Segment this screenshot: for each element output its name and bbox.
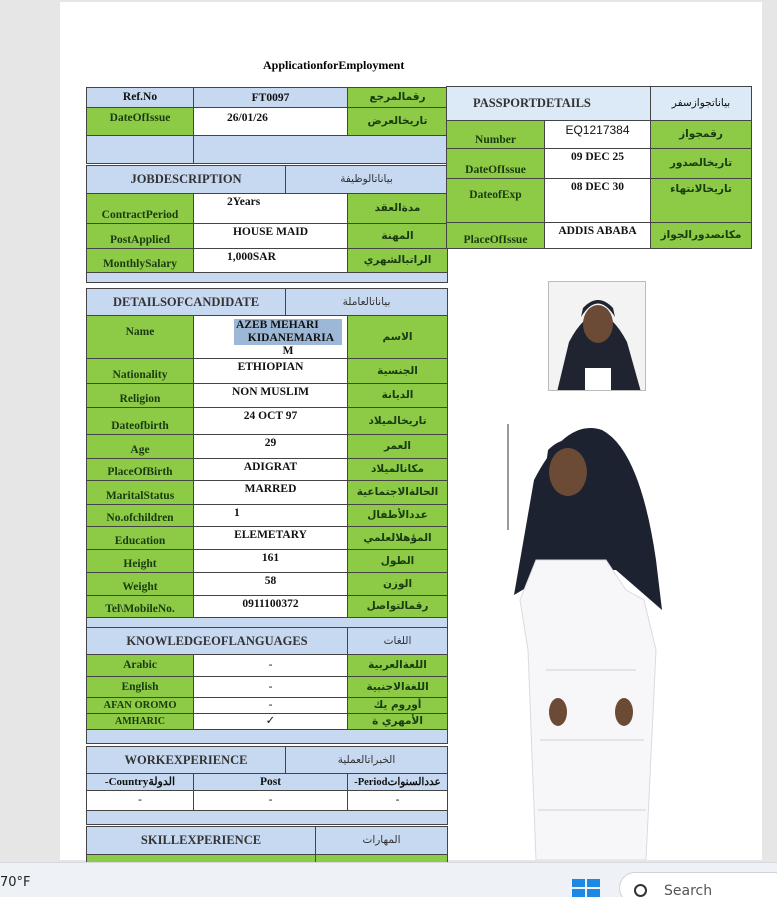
spacer-cell	[87, 273, 448, 283]
languages-table	[86, 627, 448, 744]
weather-temperature[interactable]: 70°F	[0, 875, 31, 890]
religion-label: Religion	[87, 384, 194, 408]
reference-table	[86, 87, 448, 164]
lang-oromo-ar: أوروم يك	[348, 698, 448, 714]
marital-value: MARRED	[194, 481, 348, 505]
work-header-ar: الخبراتالعملية	[286, 747, 448, 774]
skill-table	[86, 826, 448, 863]
portrait-photo	[548, 281, 646, 391]
name-ar: الاسم	[348, 316, 448, 359]
work-col-country: -Countryالدولة	[87, 774, 194, 791]
ref-value: FT0097	[194, 88, 348, 108]
weight-label: Weight	[87, 573, 194, 596]
work-post-value: -	[194, 791, 348, 811]
name-line2: KIDANEMARIA	[234, 332, 342, 345]
weight-value: 58	[194, 573, 348, 596]
children-label: No.ofchildren	[87, 505, 194, 527]
religion-ar: الديانة	[348, 384, 448, 408]
work-col-post: Post	[194, 774, 348, 791]
dob-value: 24 OCT 97	[194, 408, 348, 435]
height-ar: الطول	[348, 550, 448, 573]
nationality-label: Nationality	[87, 359, 194, 384]
passport-place-value: ADDIS ABABA	[545, 223, 651, 249]
passport-number-ar: رقمجواز	[651, 121, 752, 149]
ref-ar: رقمالمرجع	[348, 88, 448, 108]
full-body-photo	[506, 420, 672, 860]
passport-exp-label: DateofExp	[447, 179, 545, 223]
pob-ar: مكانالميلاد	[348, 459, 448, 481]
contract-label: ContractPeriod	[87, 194, 194, 224]
marital-ar: الحالةالاجتماعية	[348, 481, 448, 505]
passport-exp-ar: تاريخالانتهاء	[651, 179, 752, 223]
passport-issue-ar: تاريخالصدور	[651, 149, 752, 179]
passport-exp-value: 08 DEC 30	[545, 179, 651, 223]
doi-ar: تاريخالعرض	[348, 108, 448, 136]
work-period-value: -	[348, 791, 448, 811]
lang-english-label: English	[87, 677, 194, 698]
work-experience-table	[86, 746, 448, 825]
windows-start-icon[interactable]	[572, 879, 600, 897]
candidate-header-ar: بياناتالعاملة	[286, 289, 448, 316]
job-header-ar: بياناتالوظيفة	[286, 166, 448, 194]
lang-amharic-label: AMHARIC	[87, 714, 194, 730]
name-line1: AZEB MEHARI	[234, 319, 342, 332]
lang-arabic-label: Arabic	[87, 655, 194, 677]
spacer-cell	[87, 136, 194, 164]
spacer-cell	[194, 136, 448, 164]
candidate-table	[86, 288, 448, 632]
passport-number-value: EQ1217384	[545, 121, 651, 149]
taskbar-search-input[interactable]: Search	[619, 872, 777, 897]
height-value: 161	[194, 550, 348, 573]
passport-table	[446, 86, 752, 249]
lang-oromo-value: -	[194, 698, 348, 714]
tel-ar: رقمالتواصل	[348, 596, 448, 618]
children-ar: عددالأطفال	[348, 505, 448, 527]
nationality-ar: الجنسية	[348, 359, 448, 384]
dob-ar: تاريخالميلاد	[348, 408, 448, 435]
education-label: Education	[87, 527, 194, 550]
post-ar: المهنة	[348, 224, 448, 249]
ref-label: Ref.No	[87, 88, 194, 108]
passport-place-label: PlaceOfIssue	[447, 223, 545, 249]
work-header: WORKEXPERIENCE	[87, 747, 286, 774]
job-header: JOBDESCRIPTION	[87, 166, 286, 194]
skill-header-ar: المهارات	[316, 827, 448, 855]
nationality-value: ETHIOPIAN	[194, 359, 348, 384]
spacer-cell	[87, 730, 448, 744]
age-value: 29	[194, 435, 348, 459]
doi-value: 26/01/26	[194, 108, 348, 136]
spacer-cell	[87, 811, 448, 825]
contract-ar: مدةالعقد	[348, 194, 448, 224]
education-ar: المؤهلالعلمي	[348, 527, 448, 550]
lang-arabic-ar: اللغةالعربية	[348, 655, 448, 677]
weight-ar: الوزن	[348, 573, 448, 596]
tel-label: Tel\MobileNo.	[87, 596, 194, 618]
lang-amharic-ar: الأمهري ة	[348, 714, 448, 730]
pob-value: ADIGRAT	[194, 459, 348, 481]
height-label: Height	[87, 550, 194, 573]
post-label: PostApplied	[87, 224, 194, 249]
children-value: 1	[194, 505, 348, 527]
education-value: ELEMETARY	[194, 527, 348, 550]
lang-amharic-value: ✓	[194, 714, 348, 730]
job-description-table	[86, 165, 448, 283]
work-col-period: -Periodعددالسنوات	[348, 774, 448, 791]
lang-english-ar: اللغةالاجنبية	[348, 677, 448, 698]
salary-ar: الراتبالشهري	[348, 249, 448, 273]
passport-header-ar: بياناتجوازسفر	[651, 87, 752, 121]
age-ar: العمر	[348, 435, 448, 459]
doi-label: DateOfIssue	[87, 108, 194, 136]
salary-label: MonthlySalary	[87, 249, 194, 273]
post-value: HOUSE MAID	[194, 224, 348, 249]
passport-number-label: Number	[447, 121, 545, 149]
passport-header: PASSPORTDETAILS	[447, 87, 651, 121]
document-title: ApplicationforEmployment	[263, 58, 405, 72]
work-country-value: -	[87, 791, 194, 811]
languages-header: KNOWLEDGEOFLANGUAGES	[87, 628, 348, 655]
name-label: Name	[87, 316, 194, 359]
lang-oromo-label: AFAN OROMO	[87, 698, 194, 714]
passport-issue-label: DateOfIssue	[447, 149, 545, 179]
salary-value: 1,000SAR	[194, 249, 348, 273]
contract-value: 2Years	[194, 194, 348, 224]
dob-label: Dateofbirth	[87, 408, 194, 435]
passport-issue-value: 09 DEC 25	[545, 149, 651, 179]
name-value	[194, 316, 348, 359]
tel-value: 0911100372	[194, 596, 348, 618]
religion-value: NON MUSLIM	[194, 384, 348, 408]
languages-header-ar: اللغات	[348, 628, 448, 655]
pob-label: PlaceOfBirth	[87, 459, 194, 481]
candidate-header: DETAILSOFCANDIDATE	[87, 289, 286, 316]
age-label: Age	[87, 435, 194, 459]
skill-header: SKILLEXPERIENCE	[87, 827, 316, 855]
name-line3: M	[282, 345, 294, 357]
marital-label: MaritalStatus	[87, 481, 194, 505]
lang-english-value: -	[194, 677, 348, 698]
search-icon	[634, 884, 647, 897]
lang-arabic-value: -	[194, 655, 348, 677]
passport-place-ar: مكانصدورالجواز	[651, 223, 752, 249]
